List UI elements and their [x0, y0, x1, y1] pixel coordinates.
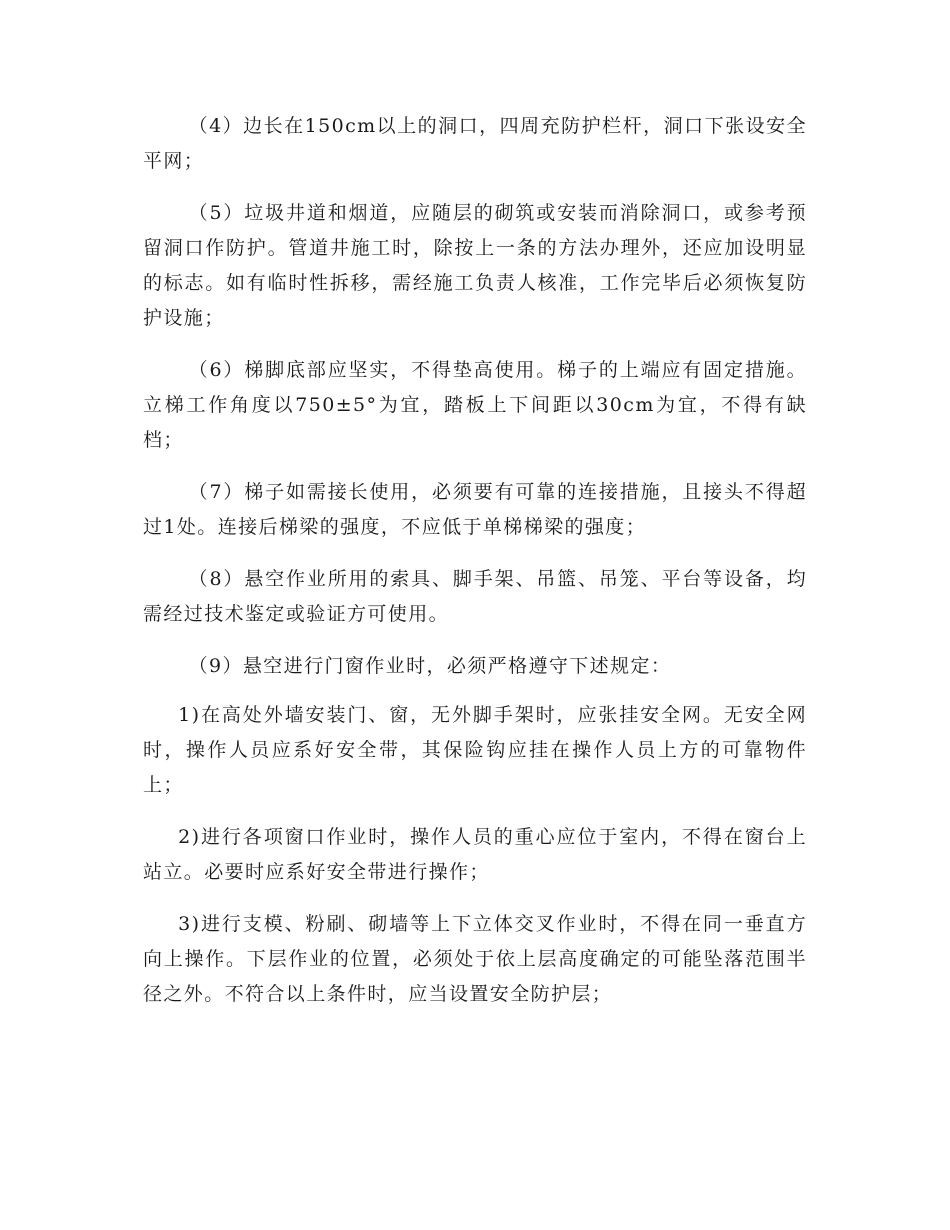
subitem-2: 2)进行各项窗口作业时，操作人员的重心应位于室内，不得在窗台上站立。必要时应系好安全带进行操作；	[143, 826, 807, 883]
paragraph-item-7: （7）梯子如需接长使用，必须要有可靠的连接措施，且接头不得超过1处。连接后梯梁的强度，不应低于单梯梯梁的强度；	[143, 481, 807, 538]
subitem-3: 3)进行支模、粉刷、砌墙等上下立体交叉作业时，不得在同一垂直方向上操作。下层作业的位置，必须处于依上层高度确定的可能坠落范围半径之外。不符合以上条件时，应当设置安全防护层；	[143, 913, 807, 1005]
paragraph-item-8: （8）悬空作业所用的索具、脚手架、吊篮、吊笼、平台等设备，均需经过技术鉴定或验证方可使用。	[143, 568, 807, 625]
paragraph-item-6: （6）梯脚底部应坚实，不得垫高使用。梯子的上端应有固定措施。立梯工作角度以750±5°为宜，踏板上下间距以30cm为宜，不得有缺档；	[143, 359, 807, 451]
paragraph-item-5: （5）垃圾井道和烟道，应随层的砌筑或安装而消除洞口，或参考预留洞口作防护。管道井施工时，除按上一条的方法办理外，还应加设明显的标志。如有临时性拆移，需经施工负责人核准，工作完毕后必须恢复防护设施；	[143, 202, 807, 329]
paragraph-item-4: （4）边长在150cm以上的洞口，四周充防护栏杆，洞口下张设安全平网；	[143, 115, 807, 172]
subitem-1: 1)在高处外墙安装门、窗，无外脚手架时，应张挂安全网。无安全网时，操作人员应系好安全带，其保险钩应挂在操作人员上方的可靠物件上；	[143, 704, 807, 796]
document-body	[143, 109, 807, 1012]
paragraph-item-9: （9）悬空进行门窗作业时，必须严格遵守下述规定：	[188, 655, 672, 677]
